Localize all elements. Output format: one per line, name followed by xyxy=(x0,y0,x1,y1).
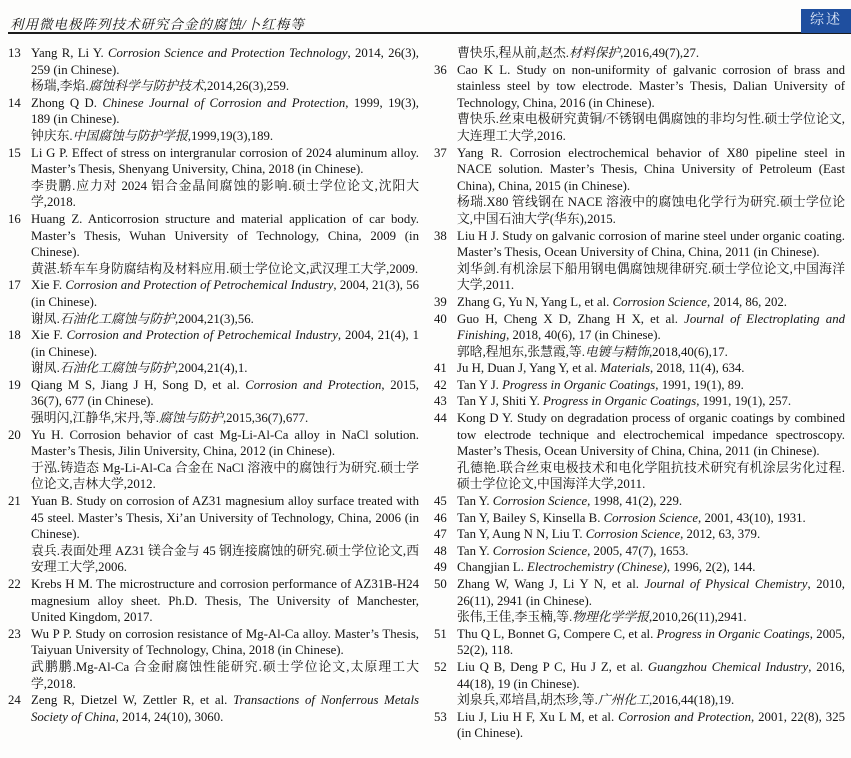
reference-number xyxy=(434,45,457,62)
citation-text: Guo H, Cheng X D, Zhang H X, et al. xyxy=(457,311,685,326)
citation-text: 刘泉兵,邓培昌,胡杰珍,等. xyxy=(457,693,598,708)
reference-body xyxy=(457,228,845,294)
reference-body xyxy=(457,526,845,543)
reference-body xyxy=(457,62,845,145)
citation-text: , 1991, 19(1), 89. xyxy=(655,377,744,392)
reference-item xyxy=(8,45,419,95)
journal-title-cn: 广州化工 xyxy=(597,693,649,708)
reference-body xyxy=(31,145,419,211)
reference-paragraph xyxy=(457,626,845,659)
journal-title-cn: 物理化学学报 xyxy=(572,610,649,625)
reference-number: 40 xyxy=(434,311,447,326)
reference-paragraph xyxy=(457,709,845,742)
citation-text: ,2016,44(18),19. xyxy=(648,693,735,708)
reference-item xyxy=(434,145,845,228)
citation-text: Xie F. xyxy=(31,328,67,343)
reference-body xyxy=(457,559,845,576)
reference-paragraph xyxy=(457,360,845,377)
citation-text: , 2004, 21(4), 1 (in Chinese). xyxy=(31,328,419,359)
reference-number: 49 xyxy=(434,560,447,575)
reference-paragraph xyxy=(457,576,845,609)
journal-title-cn: 电镀与精饰 xyxy=(584,344,649,359)
reference-number: 42 xyxy=(434,377,447,392)
reference-item xyxy=(434,510,845,527)
citation-text: Changjian L. xyxy=(457,560,528,575)
citation-text: Zhang G, Yu N, Yang L, et al. xyxy=(457,294,613,309)
citation-text: , 2014, 26(3), 259 (in Chinese). xyxy=(31,46,419,77)
reference-paragraph xyxy=(31,128,419,145)
journal-title: Corrosion and Protection xyxy=(618,709,751,724)
journal-title-cn: 石油化工腐蚀与防护 xyxy=(59,361,175,376)
reference-paragraph xyxy=(31,460,419,493)
citation-text: Krebs H M. The microstructure and corrosion performance of AZ31B-H24 magnesium alloy sheet. Ph.D. Thesis, The University of Manchester, United Kingdom, 2017. xyxy=(31,577,419,625)
reference-paragraph xyxy=(457,62,845,112)
reference-body xyxy=(457,311,845,361)
reference-item xyxy=(434,709,845,742)
citation-text: , 2015, 36(7), 677 (in Chinese). xyxy=(31,377,419,409)
journal-title-cn: 石油化工腐蚀与防护 xyxy=(59,311,175,326)
citation-text: ,2004,21(3),56. xyxy=(174,311,254,326)
reference-number: 41 xyxy=(434,361,447,376)
reference-number: 18 xyxy=(8,328,21,343)
reference-paragraph xyxy=(457,377,845,394)
journal-title-cn: 腐蚀科学与防护技术 xyxy=(88,79,204,94)
reference-paragraph xyxy=(31,277,419,310)
reference-body xyxy=(457,543,845,560)
citation-text: 黄湛.轿车车身防腐结构及材料应用.硕士学位论文,武汉理工大学,2009. xyxy=(31,261,419,276)
reference-item xyxy=(434,377,845,394)
reference-paragraph xyxy=(457,510,845,527)
page-header xyxy=(8,0,845,36)
reference-paragraph xyxy=(457,45,845,62)
citation-text: Yu H. Corrosion behavior of cast Mg-Li-Al-Ca alloy in NaCl solution. Master’s Thesis, Jilin University, China, 2012 (in Chinese). xyxy=(31,427,419,459)
reference-body xyxy=(31,377,419,427)
reference-item xyxy=(434,626,845,659)
reference-item xyxy=(434,62,845,145)
reference-item xyxy=(434,559,845,576)
reference-number: 36 xyxy=(434,62,447,77)
citation-text: Tan Y, Aung N N, Liu T. xyxy=(457,527,586,542)
reference-body xyxy=(31,576,419,626)
reference-item xyxy=(434,659,845,709)
journal-title: Journal of Physical Chemistry xyxy=(644,577,808,591)
reference-paragraph xyxy=(31,178,419,211)
citation-text: Tan Y. xyxy=(457,543,493,558)
reference-columns xyxy=(8,45,845,742)
reference-item xyxy=(8,692,419,725)
reference-number: 14 xyxy=(8,95,21,110)
citation-text: Li G P. Effect of stress on intergranular corrosion of 2024 aluminum alloy. Master’s Thesis, Shenyang University, China, 2018 (in Chinese). xyxy=(31,145,419,177)
journal-title: Guangzhou Chemical Industry xyxy=(647,659,809,674)
reference-item xyxy=(8,626,419,692)
journal-title: Progress in Organic Coatings xyxy=(656,626,810,641)
citation-text: , 1999, 19(3), 189 (in Chinese). xyxy=(31,95,419,127)
reference-paragraph xyxy=(457,543,845,560)
reference-paragraph xyxy=(31,543,419,576)
citation-text: , 2014, 24(10), 3060. xyxy=(115,709,224,724)
journal-title: Corrosion and Protection xyxy=(245,377,382,392)
reference-paragraph xyxy=(31,78,419,95)
reference-paragraph xyxy=(31,377,419,410)
citation-text: ,2014,26(3),259. xyxy=(203,79,290,94)
citation-text: 李贵鹏.应力对 2024 铝合金晶间腐蚀的影响.硕士学位论文,沈阳大学,2018. xyxy=(31,178,419,210)
reference-body xyxy=(457,493,845,510)
reference-item xyxy=(434,410,845,493)
reference-number: 48 xyxy=(434,543,447,558)
citation-text: , 2001, 43(10), 1931. xyxy=(698,510,806,525)
journal-title: Transactions of Nonferrous Metals Society of China xyxy=(31,693,419,724)
citation-text: 钟庆东. xyxy=(31,128,73,143)
reference-paragraph xyxy=(457,526,845,543)
reference-item xyxy=(8,576,419,626)
reference-body xyxy=(457,360,845,377)
reference-paragraph xyxy=(457,261,845,294)
reference-paragraph xyxy=(31,95,419,128)
reference-paragraph xyxy=(457,393,845,410)
reference-paragraph xyxy=(31,410,419,427)
citation-text: 郭晗,程旭东,张慧霞,等. xyxy=(457,344,585,359)
citation-text: Tan Y, Bailey S, Kinsella B. xyxy=(457,510,604,525)
citation-text: ,2004,21(4),1. xyxy=(174,361,248,376)
citation-text: 曹快乐,程从前,赵杰. xyxy=(457,46,569,60)
citation-text: ,2010,26(11),2941. xyxy=(648,610,747,625)
reference-number: 17 xyxy=(8,278,21,293)
reference-body xyxy=(457,576,845,626)
reference-body xyxy=(457,377,845,394)
reference-number: 45 xyxy=(434,494,447,509)
citation-text: Zhong Q D. xyxy=(31,95,103,110)
reference-body xyxy=(457,659,845,709)
citation-text: Liu Q B, Deng P C, Hu J Z, et al. xyxy=(457,659,648,674)
reference-number: 38 xyxy=(434,228,447,243)
citation-text: , 2018, 11(4), 634. xyxy=(650,361,745,376)
journal-title: Corrosion and Protection of Petrochemical Industry xyxy=(66,328,338,343)
reference-paragraph xyxy=(31,360,419,377)
citation-text: Cao K L. Study on non-uniformity of galvanic corrosion of brass and stainless steel by tow electrode. Master’s Thesis, Dalian University of Technology, China, 2016 (in Chinese). xyxy=(457,62,845,110)
journal-title: Corrosion Science xyxy=(603,510,699,525)
citation-text: 刘华剑.有机涂层下船用钢电偶腐蚀规律研究.硕士学位论文,中国海洋大学,2011. xyxy=(457,261,845,293)
reference-paragraph xyxy=(31,211,419,261)
citation-text: , 2005, 47(7), 1653. xyxy=(587,543,689,558)
journal-title: Corrosion Science xyxy=(612,294,707,309)
reference-paragraph xyxy=(457,493,845,510)
citation-text: 于泓.铸造态 Mg-Li-Al-Ca 合金在 NaCl 溶液中的腐蚀行为研究.硕士学位论文,吉林大学,2012. xyxy=(31,460,419,492)
citation-text: 强明闪,江静华,宋丹,等. xyxy=(31,411,159,426)
reference-paragraph xyxy=(457,311,845,344)
journal-title: Corrosion Science and Protection Technology xyxy=(107,46,348,60)
reference-paragraph xyxy=(31,145,419,178)
reference-item xyxy=(8,95,419,145)
reference-paragraph xyxy=(31,261,419,278)
reference-paragraph xyxy=(31,692,419,725)
journal-title: Journal of Electroplating and Finishing xyxy=(457,311,846,343)
citation-text: Yang R, Li Y. xyxy=(31,46,108,60)
reference-number: 50 xyxy=(434,577,447,591)
citation-text: , 2005, 52(2), 118. xyxy=(457,626,845,658)
reference-item xyxy=(434,294,845,311)
reference-body xyxy=(31,493,419,576)
citation-text: ,2016,49(7),27. xyxy=(620,46,700,60)
journal-title: Progress in Organic Coatings xyxy=(542,394,697,409)
reference-number: 53 xyxy=(434,709,447,724)
reference-body xyxy=(31,95,419,145)
section-badge: 综述 xyxy=(801,9,851,33)
reference-body xyxy=(457,294,845,311)
reference-paragraph xyxy=(457,410,845,460)
reference-item xyxy=(434,393,845,410)
reference-item xyxy=(434,576,845,626)
citation-text: Yang R. Corrosion electrochemical behavior of X80 pipeline steel in NACE solution. Master’s Thesis, China University of Petroleum (East China), China, 2015 (in Chinese). xyxy=(457,145,845,193)
reference-body xyxy=(31,626,419,692)
citation-text: Ju H, Duan J, Yang Y, et al. xyxy=(457,361,601,376)
citation-text: , 1996, 2(2), 144. xyxy=(666,560,756,575)
reference-paragraph xyxy=(457,460,845,493)
citation-text: 张伟,王佳,李玉楠,等. xyxy=(457,610,573,625)
citation-text: , 1991, 19(1), 257. xyxy=(696,394,792,409)
reference-paragraph xyxy=(31,659,419,692)
reference-body xyxy=(457,45,845,62)
reference-paragraph xyxy=(457,659,845,692)
reference-paragraph xyxy=(457,194,845,227)
citation-text: Thu Q L, Bonnet G, Compere C, et al. xyxy=(457,626,657,641)
journal-title: Corrosion Science xyxy=(492,494,588,509)
citation-text: Yuan B. Study on corrosion of AZ31 magnesium alloy surface treated with 45 steel. Master’s Thesis, Xi’an University of Technology, China, 2006 (in Chinese). xyxy=(31,494,419,542)
reference-number: 47 xyxy=(434,527,447,542)
reference-paragraph xyxy=(457,228,845,261)
journal-title-cn: 中国腐蚀与防护学报 xyxy=(72,128,188,143)
journal-title: Progress in Organic Coatings xyxy=(502,377,656,392)
reference-number: 51 xyxy=(434,626,447,641)
citation-text: 武鹏鹏.Mg-Al-Ca 合金耐腐蚀性能研究.硕士学位论文,太原理工大学,2018. xyxy=(31,659,419,691)
reference-paragraph xyxy=(457,692,845,709)
citation-text: , 2012, 63, 379. xyxy=(680,527,761,542)
citation-text: Wu P P. Study on corrosion resistance of Mg-Al-Ca alloy. Master’s Thesis, Taiyuan University of Technology, China, 2018 (in Chinese). xyxy=(31,626,419,658)
journal-title: Corrosion and Protection of Petrochemical Industry xyxy=(65,278,334,293)
citation-text: , 1998, 41(2), 229. xyxy=(587,494,683,509)
reference-item xyxy=(8,427,419,493)
reference-paragraph xyxy=(457,609,845,626)
citation-text: , 2014, 86, 202. xyxy=(706,294,787,309)
reference-item xyxy=(8,327,419,377)
reference-column-right xyxy=(434,45,845,742)
citation-text: , 2001, 22(8), 325 (in Chinese). xyxy=(457,709,845,741)
reference-number: 15 xyxy=(8,145,21,160)
reference-number: 37 xyxy=(434,145,447,160)
citation-text: 曹快乐.丝束电极研究黄铜/不锈钢电偶腐蚀的非均匀性.硕士学位论文,大连理工大学,2016. xyxy=(457,112,845,143)
reference-paragraph xyxy=(457,559,845,576)
reference-number: 46 xyxy=(434,510,447,525)
reference-paragraph xyxy=(31,45,419,78)
journal-title: Corrosion Science xyxy=(585,527,681,542)
citation-text: ,1999,19(3),189. xyxy=(187,128,274,143)
reference-number: 44 xyxy=(434,411,447,426)
citation-text: Zeng R, Dietzel W, Zettler R, et al. xyxy=(31,693,234,708)
journal-title-cn: 腐蚀与防护 xyxy=(158,411,223,426)
citation-text: , 2004, 21(3), 56 (in Chinese). xyxy=(31,278,419,309)
reference-body xyxy=(457,410,845,493)
citation-text: Xie F. xyxy=(31,278,66,293)
reference-body xyxy=(31,427,419,493)
reference-number: 24 xyxy=(8,693,21,708)
reference-paragraph xyxy=(31,626,419,659)
reference-item xyxy=(8,145,419,211)
reference-number: 39 xyxy=(434,294,447,309)
journal-title: Corrosion Science xyxy=(492,543,588,558)
reference-body xyxy=(457,393,845,410)
reference-number: 20 xyxy=(8,427,21,442)
reference-item xyxy=(434,228,845,294)
citation-text: 袁兵.表面处理 AZ31 镁合金与 45 钢连接腐蚀的研究.硕士学位论文,西安理工大学,2006. xyxy=(31,543,419,575)
citation-text: , 2018, 40(6), 17 (in Chinese). xyxy=(506,328,661,343)
reference-item xyxy=(434,311,845,361)
reference-item xyxy=(434,543,845,560)
citation-text: ,2018,40(6),17. xyxy=(648,344,728,359)
journal-title: Chinese Journal of Corrosion and Protection xyxy=(102,95,346,110)
reference-paragraph xyxy=(31,427,419,460)
reference-item xyxy=(8,377,419,427)
citation-text: 杨瑞.X80 管线钢在 NACE 溶液中的腐蚀电化学行为研究.硕士学位论文,中国石油大学(华东),2015. xyxy=(457,195,845,226)
citation-text: Qiang M S, Jiang J H, Song D, et al. xyxy=(31,377,246,392)
reference-body xyxy=(457,510,845,527)
journal-title: Materials xyxy=(600,361,651,376)
reference-number: 43 xyxy=(434,394,447,409)
citation-text: 孔德艳.联合丝束电极技术和电化学阻抗技术研究有机涂层劣化过程.硕士学位论文,中国海洋大学,2011. xyxy=(457,460,845,492)
citation-text: 谢凤. xyxy=(31,311,60,326)
reference-number: 16 xyxy=(8,211,21,226)
citation-text: Tan Y J. xyxy=(457,377,503,392)
reference-number: 22 xyxy=(8,577,21,591)
citation-text: Zhang W, Wang J, Li Y N, et al. xyxy=(457,577,645,591)
reference-number: 19 xyxy=(8,377,21,392)
citation-text: Kong D Y. Study on degradation process of organic coatings by combined tow electrode technique and electrochemical impedance spectroscopy. Master’s Thesis, Ocean University of China, China, 2011 (in Chinese). xyxy=(457,411,845,459)
journal-title-cn: 材料保护 xyxy=(568,46,621,60)
reference-number: 23 xyxy=(8,626,21,641)
reference-item xyxy=(434,493,845,510)
reference-number: 13 xyxy=(8,46,21,60)
reference-body xyxy=(457,709,845,742)
journal-title: Electrochemistry (Chinese) xyxy=(527,560,667,575)
reference-body xyxy=(31,327,419,377)
reference-number: 21 xyxy=(8,494,21,509)
reference-item xyxy=(8,277,419,327)
reference-paragraph xyxy=(457,294,845,311)
reference-paragraph xyxy=(457,145,845,195)
citation-text: Liu H J. Study on galvanic corrosion of marine steel under organic coating. Master’s Thesis, Ocean University of China, China, 2011 (in Chinese). xyxy=(457,228,845,260)
citation-text: Huang Z. Anticorrosion structure and material application of car body. Master’s Thesis, Wuhan University of Technology, China, 2009 (in Chinese). xyxy=(31,211,419,260)
reference-number: 52 xyxy=(434,659,447,674)
reference-paragraph xyxy=(31,311,419,328)
reference-paragraph xyxy=(457,111,845,144)
reference-body xyxy=(31,45,419,95)
reference-paragraph xyxy=(457,344,845,361)
reference-body xyxy=(31,277,419,327)
citation-text: , 2010, 26(11), 2941 (in Chinese). xyxy=(457,577,846,608)
header-rule xyxy=(8,32,851,34)
citation-text: , 2016, 44(18), 19 (in Chinese). xyxy=(457,659,846,691)
reference-item xyxy=(434,526,845,543)
citation-text: Tan Y J, Shiti Y. xyxy=(457,394,543,409)
reference-item xyxy=(8,211,419,277)
citation-text: 杨瑞,李焰. xyxy=(31,79,89,94)
citation-text: ,2015,36(7),677. xyxy=(222,411,309,426)
reference-paragraph xyxy=(31,493,419,543)
reference-body xyxy=(457,145,845,228)
citation-text: 谢凤. xyxy=(31,361,60,376)
reference-body xyxy=(31,211,419,277)
reference-body xyxy=(457,626,845,659)
reference-paragraph xyxy=(31,327,419,360)
reference-item xyxy=(434,360,845,377)
running-title: 利用微电极阵列技术研究合金的腐蚀/卜红梅等 xyxy=(10,17,305,32)
reference-item xyxy=(8,493,419,576)
reference-item xyxy=(434,45,845,62)
reference-body xyxy=(31,692,419,725)
citation-text: Tan Y. xyxy=(457,494,493,509)
reference-paragraph xyxy=(31,576,419,626)
citation-text: Liu J, Liu H F, Xu L M, et al. xyxy=(457,709,619,724)
reference-column-left xyxy=(8,45,419,742)
